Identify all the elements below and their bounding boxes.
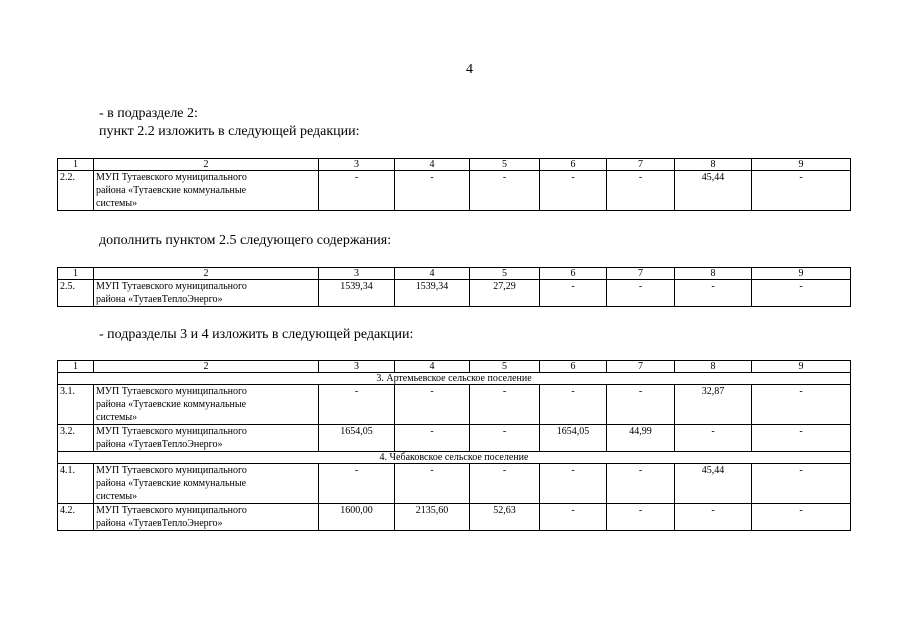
header-cell: 8 (675, 268, 752, 280)
value-cell: - (395, 171, 470, 211)
header-cell: 5 (470, 159, 540, 171)
value-cell: - (319, 464, 395, 504)
value-cell: 2135,60 (395, 504, 470, 531)
row-number: 3.1. (58, 385, 94, 425)
row-number: 2.2. (58, 171, 94, 211)
subsections-3-4-instruction: - подразделы 3 и 4 изложить в следующей редакции: (99, 327, 414, 342)
page-number: 4 (466, 62, 473, 77)
value-cell: - (395, 464, 470, 504)
organization-name: МУП Тутаевского муниципального района «ТутаевТеплоЭнерго» (94, 280, 319, 307)
value-cell: 45,44 (675, 171, 752, 211)
item-2-5-instruction: дополнить пунктом 2.5 следующего содержания: (99, 233, 392, 248)
header-cell: 4 (395, 361, 470, 373)
table-row (58, 280, 851, 307)
header-cell: 5 (470, 361, 540, 373)
value-cell: - (540, 504, 607, 531)
value-cell: - (607, 464, 675, 504)
section-4-title: 4. Чебаковское сельское поселение (58, 452, 851, 464)
header-row (58, 361, 851, 373)
header-cell: 1 (58, 361, 94, 373)
header-cell: 6 (540, 268, 607, 280)
header-cell: 1 (58, 159, 94, 171)
header-cell: 8 (675, 159, 752, 171)
header-cell: 7 (607, 361, 675, 373)
row-number: 4.2. (58, 504, 94, 531)
value-cell: - (607, 280, 675, 307)
organization-name: МУП Тутаевского муниципального района «ТутаевТеплоЭнерго» (94, 504, 319, 531)
value-cell: 45,44 (675, 464, 752, 504)
row-number: 2.5. (58, 280, 94, 307)
value-cell: - (470, 171, 540, 211)
value-cell: - (752, 504, 851, 531)
value-cell: - (540, 280, 607, 307)
header-cell: 9 (752, 361, 851, 373)
value-cell: - (607, 171, 675, 211)
header-cell: 2 (94, 268, 319, 280)
table-item-2-2 (57, 158, 851, 211)
header-cell: 1 (58, 268, 94, 280)
header-cell: 9 (752, 268, 851, 280)
value-cell: 1600,00 (319, 504, 395, 531)
value-cell: - (607, 504, 675, 531)
value-cell: 32,87 (675, 385, 752, 425)
header-cell: 6 (540, 159, 607, 171)
header-cell: 3 (319, 361, 395, 373)
header-cell: 8 (675, 361, 752, 373)
item-2-2-instruction: пункт 2.2 изложить в следующей редакции: (99, 124, 360, 139)
header-cell: 4 (395, 159, 470, 171)
value-cell: 27,29 (470, 280, 540, 307)
table-item-2-5 (57, 267, 851, 307)
value-cell: - (319, 171, 395, 211)
value-cell: - (752, 425, 851, 452)
row-number: 3.2. (58, 425, 94, 452)
table-row (58, 171, 851, 211)
value-cell: - (540, 171, 607, 211)
value-cell: - (540, 385, 607, 425)
organization-name: МУП Тутаевского муниципального района «Тутаевские коммунальные системы» (94, 464, 319, 504)
organization-name: МУП Тутаевского муниципального района «ТутаевТеплоЭнерго» (94, 425, 319, 452)
header-cell: 6 (540, 361, 607, 373)
header-row (58, 268, 851, 280)
row-number: 4.1. (58, 464, 94, 504)
table-row (58, 385, 851, 425)
header-cell: 2 (94, 159, 319, 171)
section-row (58, 373, 851, 385)
value-cell: - (470, 425, 540, 452)
header-cell: 7 (607, 268, 675, 280)
table-subsections-3-4 (57, 360, 851, 531)
value-cell: 44,99 (607, 425, 675, 452)
header-cell: 3 (319, 159, 395, 171)
header-cell: 9 (752, 159, 851, 171)
value-cell: - (675, 425, 752, 452)
header-cell: 3 (319, 268, 395, 280)
value-cell: - (675, 280, 752, 307)
value-cell: - (470, 385, 540, 425)
value-cell: - (540, 464, 607, 504)
header-cell: 4 (395, 268, 470, 280)
table-row (58, 464, 851, 504)
value-cell: - (607, 385, 675, 425)
subsection-2-note: - в подразделе 2: (99, 106, 198, 121)
header-cell: 2 (94, 361, 319, 373)
header-row (58, 159, 851, 171)
header-cell: 5 (470, 268, 540, 280)
value-cell: - (752, 171, 851, 211)
table-row (58, 504, 851, 531)
value-cell: - (752, 385, 851, 425)
organization-name: МУП Тутаевского муниципального района «Тутаевские коммунальные системы» (94, 385, 319, 425)
section-3-title: 3. Артемьевское сельское поселение (58, 373, 851, 385)
value-cell: 1654,05 (319, 425, 395, 452)
table-row (58, 425, 851, 452)
value-cell: 1539,34 (395, 280, 470, 307)
value-cell: - (319, 385, 395, 425)
header-cell: 7 (607, 159, 675, 171)
value-cell: - (752, 280, 851, 307)
value-cell: 1539,34 (319, 280, 395, 307)
value-cell: 1654,05 (540, 425, 607, 452)
section-row (58, 452, 851, 464)
value-cell: - (395, 425, 470, 452)
value-cell: - (395, 385, 470, 425)
value-cell: 52,63 (470, 504, 540, 531)
value-cell: - (470, 464, 540, 504)
organization-name: МУП Тутаевского муниципального района «Тутаевские коммунальные системы» (94, 171, 319, 211)
value-cell: - (675, 504, 752, 531)
value-cell: - (752, 464, 851, 504)
